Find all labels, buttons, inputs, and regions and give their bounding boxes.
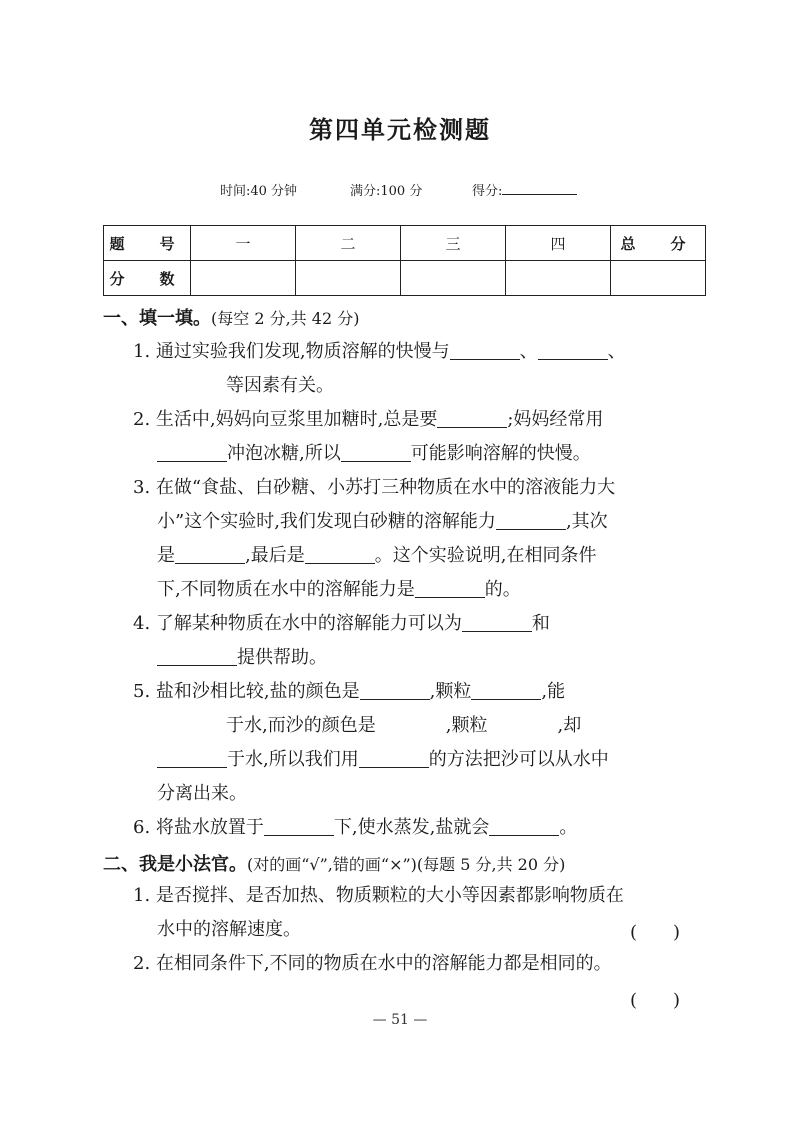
q6-text: 6. 将盐水放置于 bbox=[133, 817, 264, 838]
q5-text: ,颗粒 bbox=[429, 681, 472, 702]
q5-text: 于水,所以我们用 bbox=[227, 749, 359, 770]
answer-blank[interactable] bbox=[489, 817, 559, 836]
q3-line-4 bbox=[157, 578, 521, 602]
answer-blank[interactable] bbox=[496, 511, 566, 530]
answer-blank[interactable] bbox=[157, 443, 227, 462]
score-table-cell: 一 bbox=[191, 226, 296, 261]
q5-text: 5. 盐和沙相比较,盐的颜色是 bbox=[133, 681, 360, 702]
q1-line-1 bbox=[133, 340, 626, 364]
q4-text: 4. 了解某种物质在水中的溶解能力可以为 bbox=[133, 613, 462, 634]
q3-line-2 bbox=[157, 510, 608, 534]
q5-text: ,能 bbox=[541, 681, 566, 702]
q4-text: 提供帮助。 bbox=[237, 647, 327, 668]
page-number: — 51 — bbox=[372, 1012, 428, 1028]
answer-blank[interactable] bbox=[175, 545, 245, 564]
section-2-title: 二、我是小法官。 bbox=[103, 854, 247, 875]
answer-blank[interactable] bbox=[415, 579, 485, 598]
q3-line-1: 3. 在做“食盐、白砂糖、小苏打三种物质在水中的溶液能力大 bbox=[133, 477, 616, 498]
score-input-cell[interactable] bbox=[401, 261, 506, 296]
s2-q1-answer-paren[interactable]: ( ) bbox=[630, 922, 681, 943]
q2-line-2 bbox=[157, 442, 591, 466]
answer-blank[interactable] bbox=[450, 341, 520, 360]
score-input-cell[interactable] bbox=[296, 261, 401, 296]
q3-text: 的。 bbox=[484, 579, 521, 600]
q2-text: 可能影响溶解的快慢。 bbox=[410, 443, 591, 464]
score-label-text: 得分: bbox=[472, 184, 503, 199]
answer-blank[interactable] bbox=[157, 647, 237, 666]
score-input-cell[interactable] bbox=[191, 261, 296, 296]
answer-blank[interactable] bbox=[157, 749, 227, 768]
answer-blank[interactable] bbox=[462, 613, 532, 632]
q6-text: 下,使水蒸发,盐就会 bbox=[333, 817, 490, 838]
q5-line-4: 分离出来。 bbox=[157, 783, 247, 804]
q5-line-2 bbox=[226, 714, 581, 738]
section-1-title: 一、填一填。 bbox=[103, 308, 211, 329]
q6-text: 。 bbox=[559, 817, 578, 838]
score-table-header-row bbox=[104, 226, 706, 261]
section-1-note: (每空 2 分,共 42 分) bbox=[211, 309, 360, 328]
score-table-cell: 二 bbox=[296, 226, 401, 261]
q5-line-1 bbox=[133, 680, 565, 704]
section-2-note: (对的画“√”,错的画“×”)(每题 5 分,共 20 分) bbox=[247, 855, 566, 874]
answer-blank[interactable] bbox=[305, 545, 375, 564]
score-table-cell: 总 分 bbox=[611, 226, 706, 261]
q2-text: 冲泡冰糖,所以 bbox=[227, 443, 341, 464]
q5-line-3 bbox=[157, 748, 609, 772]
q3-text: 下,不同物质在水中的溶解能力是 bbox=[157, 579, 415, 600]
q4-line-2 bbox=[157, 646, 327, 670]
s2-q1-line-2: 水中的溶解速度。 bbox=[157, 919, 301, 940]
q1-sep: 、 bbox=[607, 341, 626, 362]
s2-q2-line-1: 2. 在相同条件下,不同的物质在水中的溶解能力都是相同的。 bbox=[133, 953, 612, 974]
q1-text: 1. 通过实验我们发现,物质溶解的快慢与 bbox=[133, 341, 450, 362]
q4-line-1 bbox=[133, 612, 550, 636]
score-table-cell: 分 数 bbox=[104, 261, 191, 296]
q3-line-3 bbox=[157, 544, 596, 568]
q5-text: 的方法把沙可以从水中 bbox=[428, 749, 609, 770]
page-title: 第四单元检测题 bbox=[309, 116, 491, 144]
score-input-cell[interactable] bbox=[611, 261, 706, 296]
answer-blank[interactable] bbox=[538, 341, 608, 360]
full-score-label: 满分:100 分 bbox=[350, 184, 423, 199]
answer-blank[interactable] bbox=[471, 681, 541, 700]
score-label bbox=[472, 180, 502, 199]
score-input-cell[interactable] bbox=[506, 261, 611, 296]
q1-line-2: 等因素有关。 bbox=[226, 375, 334, 396]
q2-line-1 bbox=[133, 408, 603, 432]
answer-blank[interactable] bbox=[360, 681, 430, 700]
q3-text: ,其次 bbox=[565, 511, 608, 532]
answer-blank[interactable] bbox=[264, 817, 334, 836]
q2-text: ;妈妈经常用 bbox=[507, 409, 604, 430]
answer-blank[interactable] bbox=[437, 409, 507, 428]
s2-q1-line-1: 1. 是否搅拌、是否加热、物质颗粒的大小等因素都影响物质在 bbox=[133, 885, 624, 906]
score-table bbox=[103, 225, 706, 296]
q3-text: ,最后是 bbox=[245, 545, 305, 566]
score-table-cell: 三 bbox=[401, 226, 506, 261]
answer-blank[interactable] bbox=[341, 443, 411, 462]
q3-text: 是 bbox=[157, 545, 175, 566]
q6-line-1 bbox=[133, 816, 577, 840]
score-table-cell: 四 bbox=[506, 226, 611, 261]
q5-text: 于水,而沙的颜色是 bbox=[226, 715, 376, 736]
q2-text: 2. 生活中,妈妈向豆浆里加糖时,总是要 bbox=[133, 409, 438, 430]
q5-text: ,却 bbox=[557, 715, 582, 736]
time-label: 时间:40 分钟 bbox=[220, 184, 298, 199]
q3-text: 小”这个实验时,我们发现白砂糖的溶解能力 bbox=[157, 511, 496, 532]
score-blank[interactable] bbox=[502, 180, 577, 195]
section-2-heading bbox=[103, 850, 565, 876]
q5-text: ,颗粒 bbox=[445, 715, 488, 736]
answer-blank[interactable] bbox=[359, 749, 429, 768]
s2-q2-answer-paren[interactable]: ( ) bbox=[630, 990, 681, 1011]
q3-text: 。这个实验说明,在相同条件 bbox=[374, 545, 597, 566]
q1-sep: 、 bbox=[519, 341, 538, 362]
q4-text: 和 bbox=[531, 613, 550, 634]
score-table-row bbox=[104, 261, 706, 296]
score-table-cell: 题 号 bbox=[104, 226, 191, 261]
section-1-heading bbox=[103, 304, 359, 330]
